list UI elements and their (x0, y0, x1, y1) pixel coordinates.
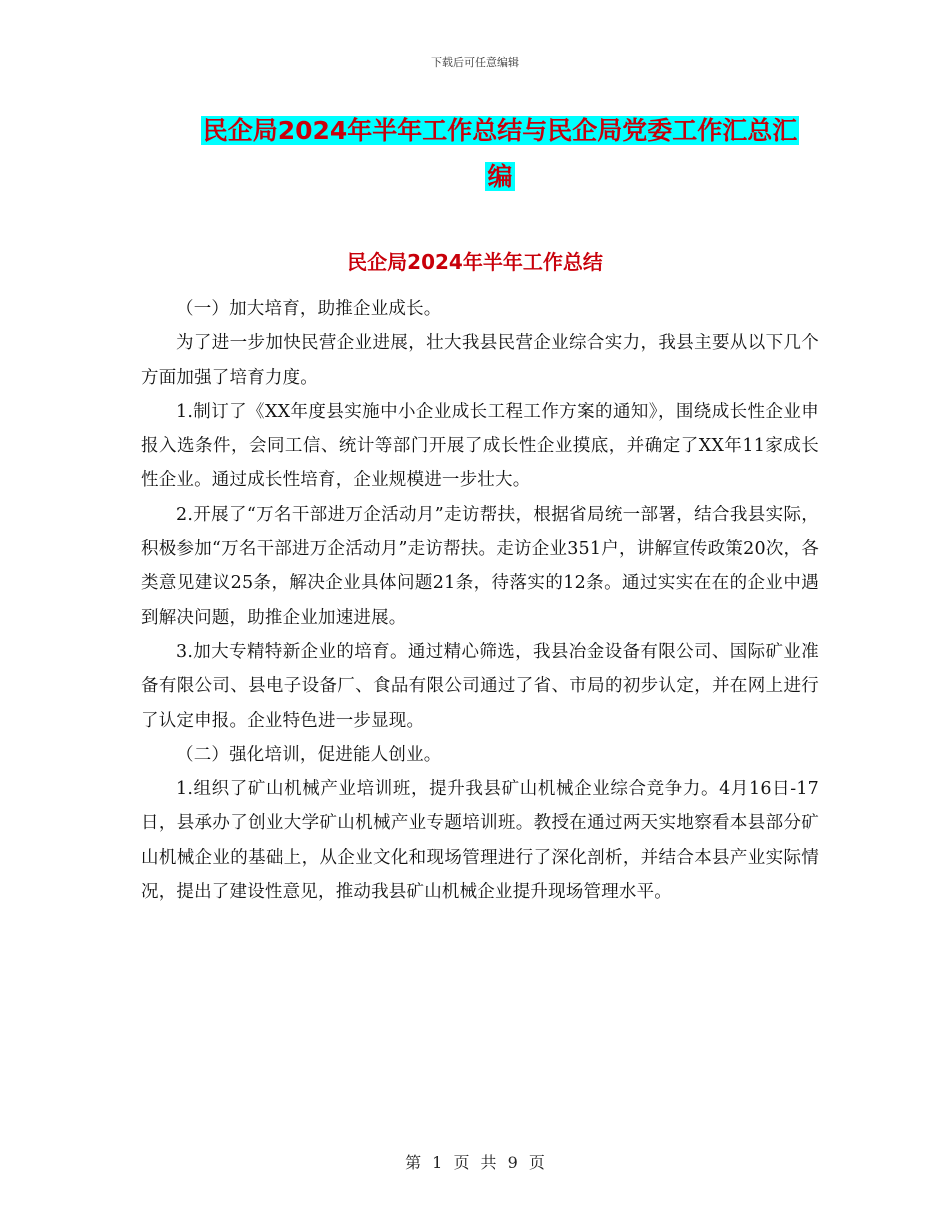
paragraph: 为了进一步加快民营企业进展，壮大我县民营企业综合实力，我县主要从以下几个方面加强了培育力度。 (141, 333, 819, 388)
document-title-line-2: 编 (487, 162, 513, 191)
section-title: 民企局2024年半年工作总结 (347, 250, 603, 274)
paragraph-heading-2: （二）强化培训，促进能人创业。 (176, 744, 442, 765)
page-footer: 第 1 页 共 9 页 (405, 1153, 545, 1172)
paragraph: 1.制订了《XX年度县实施中小企业成长工程工作方案的通知》，围绕成长性企业申报入选条件，会同工信、统计等部门开展了成长性企业摸底，并确定了XX年11家成长性企业。通过成长性培育，企业规模进一步壮大。 (141, 401, 819, 491)
paragraph-heading-1: （一）加大培育，助推企业成长。 (176, 299, 442, 319)
document-title (140, 108, 860, 200)
paragraph: 3.加大专精特新企业的培育。通过精心筛选，我县冶金设备有限公司、国际矿业准备有限公司、县电子设备厂、食品有限公司通过了省、市局的初步认定，并在网上进行了认定申报。企业特色进一步显现。 (141, 641, 819, 731)
document-title-line-1: 民企局2024年半年工作总结与民企局党委工作汇总汇 (202, 116, 798, 145)
paragraph: 1.组织了矿山机械产业培训班，提升我县矿山机械企业综合竞争力。4月16日-17日，县承办了创业大学矿山机械产业专题培训班。教授在通过两天实地察看本县部分矿山机械企业的基础上，从企业文化和现场管理进行了深化剖析，并结合本县产业实际情况，提出了建设性意见，推动我县矿山机械企业提升现场管理水平。 (141, 779, 819, 903)
paragraph: 2.开展了“万名干部进万企活动月”走访帮扶，根据省局统一部署，结合我县实际，积极参加“万名干部进万企活动月”走访帮扶。走访企业351户，讲解宣传政策20次，各类意见建议25条，解决企业具体问题21条，待落实的12条。通过实实在在的企业中遇到解决问题，助推企业加速进展。 (141, 504, 819, 628)
header-note: 下载后可任意编辑 (431, 56, 519, 69)
document-body (141, 292, 819, 909)
